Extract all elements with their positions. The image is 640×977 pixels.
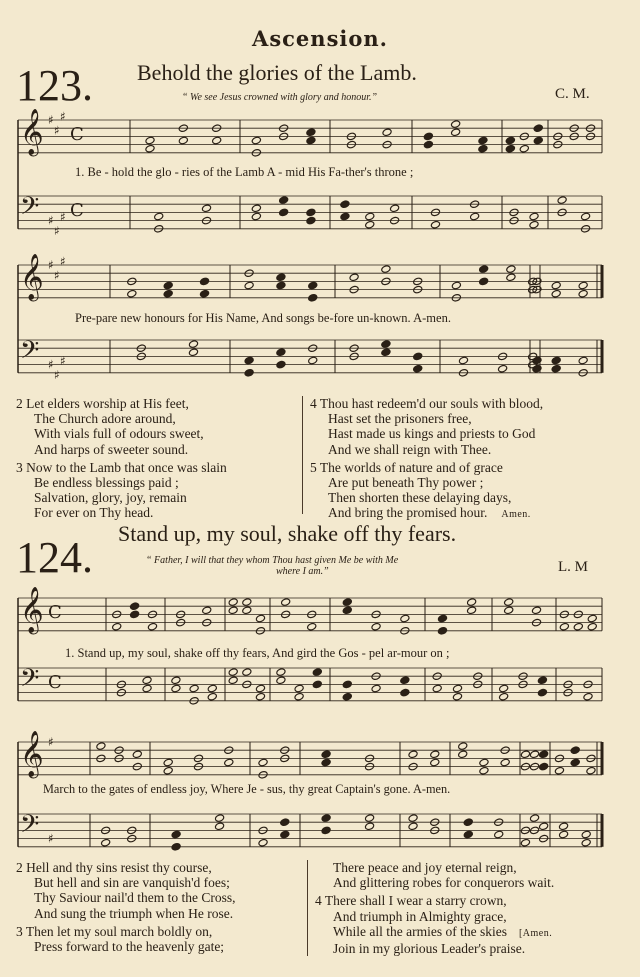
verse-line: Are put beneath Thy power ;	[328, 475, 484, 491]
svg-text:♯: ♯	[60, 109, 66, 124]
hymn-124-meter: L. M	[558, 559, 588, 575]
svg-text:𝄢: 𝄢	[20, 810, 40, 845]
verse-line: Thou hast redeem'd our souls with blood,	[319, 396, 544, 411]
svg-text:𝄢: 𝄢	[20, 664, 40, 699]
hymn-123-verses-left	[16, 396, 227, 521]
hymn-124-verses-right	[315, 860, 554, 956]
verse-line: Let elders worship at His feet,	[26, 396, 189, 411]
verse-line: Hast made us kings and priests to God	[328, 426, 536, 442]
hymn-124-lyric-line-2: March to the gates of endless joy, Where Je - sus, thy great Captain's gone. A-men.	[43, 782, 451, 796]
svg-text:♯: ♯	[48, 357, 54, 372]
svg-text:♯: ♯	[48, 213, 54, 228]
verse-number: 3	[16, 923, 23, 939]
hymn-124-lyric-line-1: 1. Stand up, my soul, shake off thy fears, And gird the Gos - pel ar-mour on ;	[65, 646, 450, 660]
hymn-123-lyric-line-1: 1. Be - hold the glo - ries of the Lamb A - mid His Fa-ther's throne ;	[75, 165, 414, 179]
svg-text:𝄞: 𝄞	[20, 254, 44, 300]
svg-text:♯: ♯	[48, 113, 54, 127]
svg-text:C: C	[48, 672, 62, 693]
verse-line: Hell and thy sins resist thy course,	[26, 860, 212, 875]
svg-text:𝄢: 𝄢	[20, 336, 40, 371]
verse-line: Then shorten these delaying days,	[328, 490, 512, 506]
hymn-124-reference-1: “ Father, I will that they whom Thou hast given Me be with Me	[146, 555, 399, 566]
svg-text:C: C	[70, 200, 84, 221]
svg-text:C: C	[70, 124, 84, 145]
hymn-124-verse-3-cont	[315, 860, 554, 890]
verse-line: For ever on Thy head.	[34, 505, 154, 521]
verse-line: And sung the triumph when He rose.	[34, 905, 234, 921]
verse-line: Now to the Lamb that once was slain	[26, 459, 227, 475]
verse-line: Press forward to the heavenly gate;	[34, 939, 225, 955]
hymn-123-verse-2	[16, 396, 227, 457]
verse-divider	[302, 396, 303, 514]
verse-line: The Church adore around,	[34, 411, 176, 427]
svg-text:♯: ♯	[54, 123, 60, 138]
verse-number: 2	[16, 860, 23, 875]
verse-number: 5	[310, 459, 317, 475]
svg-text:C: C	[48, 602, 62, 623]
svg-text:♯: ♯	[48, 258, 54, 272]
verse-line: And triumph in Almighty grace,	[333, 908, 507, 924]
verse-line: And we shall reign with Thee.	[328, 441, 492, 457]
verse-number: 3	[16, 459, 23, 475]
hymn-123-verse-3	[16, 460, 227, 521]
hymn-124-number: 124.	[16, 533, 93, 582]
hymn-124-verse-3	[16, 924, 236, 954]
hymn-124-verses-left	[16, 860, 236, 954]
hymn-123-lyric-line-2: Pre-pare new honours for His Name, And songs be-fore un-known. A-men.	[75, 311, 451, 325]
hymn-123-number: 123.	[16, 61, 93, 110]
verse-line: Salvation, glory, joy, remain	[34, 490, 187, 506]
hymn-123-title: Behold the glories of the Lamb.	[137, 60, 417, 85]
verse-line: But hell and sin are vanquish'd foes;	[34, 875, 230, 891]
verse-line: With vials full of odours sweet,	[34, 426, 204, 442]
svg-text:♯: ♯	[54, 368, 60, 382]
verse-number: 4	[310, 396, 317, 411]
verse-line: Hast set the prisoners free,	[328, 411, 472, 427]
hymn-123-meter: C. M.	[555, 86, 590, 102]
amen-mark: Amen.	[501, 509, 531, 521]
section-title: Ascension.	[252, 26, 388, 51]
svg-text:♯: ♯	[60, 254, 66, 269]
hymn-123-verse-4	[310, 396, 543, 457]
hymn-124-reference-2: where I am.”	[276, 566, 329, 577]
verse-line: And bring the promised hour.	[328, 505, 488, 521]
svg-text:♯: ♯	[48, 735, 54, 749]
verse-line: Be endless blessings paid ;	[34, 475, 179, 491]
svg-text:♯: ♯	[54, 268, 60, 283]
svg-text:𝄢: 𝄢	[20, 192, 40, 227]
verse-line: The worlds of nature and of grace	[319, 459, 503, 475]
amen-mark: [Amen.	[518, 927, 553, 939]
hymn-124-verse-4	[315, 893, 554, 956]
verse-line: Join in my glorious Leader's praise.	[333, 941, 526, 957]
verse-divider	[307, 860, 308, 956]
hymn-124-verse-2	[16, 860, 236, 921]
verse-line: There peace and joy eternal reign,	[333, 860, 517, 875]
verse-line: There shall I wear a starry crown,	[324, 893, 507, 909]
verse-line: While all the armies of the skies	[333, 923, 507, 939]
svg-text:𝄞: 𝄞	[20, 109, 44, 155]
svg-text:♯: ♯	[60, 354, 66, 368]
hymn-123-verse-5	[310, 460, 543, 523]
svg-text:𝄞: 𝄞	[20, 731, 44, 777]
hymn-123-verses-right	[310, 396, 543, 523]
svg-text:𝄞: 𝄞	[20, 587, 44, 633]
verse-number: 4	[315, 893, 322, 909]
verse-line: Thy Saviour nail'd them to the Cross,	[34, 890, 236, 906]
verse-line: And glittering robes for conquerors wait.	[333, 875, 555, 891]
svg-text:♯: ♯	[54, 224, 60, 238]
verse-line: And harps of sweeter sound.	[34, 441, 189, 457]
svg-text:♯: ♯	[60, 210, 66, 224]
svg-text:♯: ♯	[48, 831, 54, 846]
verse-number: 2	[16, 396, 23, 411]
hymn-123-reference: “ We see Jesus crowned with glory and honour.”	[182, 92, 378, 103]
hymn-124-title: Stand up, my soul, shake off thy fears.	[118, 521, 457, 546]
verse-line: Then let my soul march boldly on,	[25, 923, 213, 939]
